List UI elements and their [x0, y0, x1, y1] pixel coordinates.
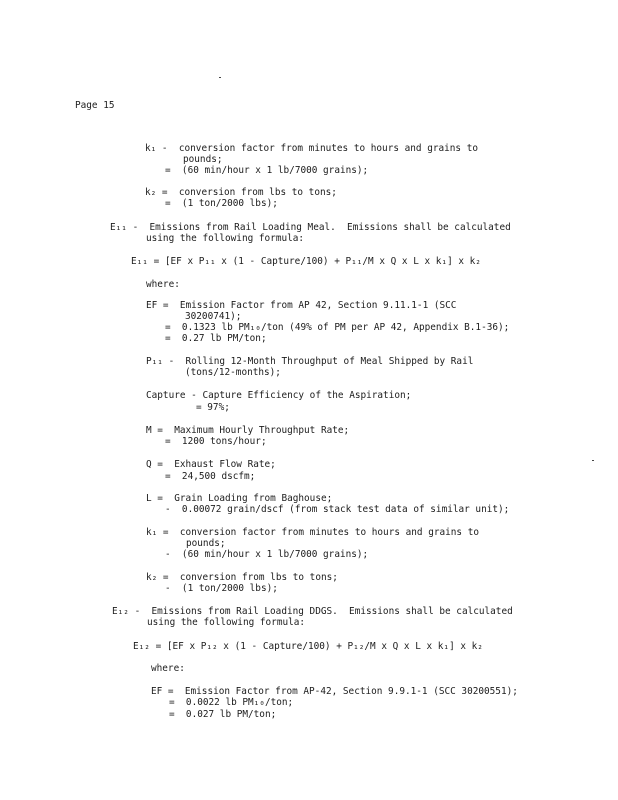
- text-line: = (1 ton/2000 lbs);: [165, 198, 278, 209]
- text-line: = 0.0022 lb PM₁₀/ton;: [169, 697, 294, 708]
- page-number: Page 15: [75, 100, 115, 111]
- text-line: = (60 min/hour x 1 lb/7000 grains);: [165, 165, 369, 176]
- formula-line: E₁₁ = [EF x P₁₁ x (1 - Capture/100) + P₁₁/M x Q x L x k₁] x k₂: [131, 256, 481, 267]
- text-line: - (1 ton/2000 lbs);: [165, 583, 278, 594]
- text-line: - (60 min/hour x 1 lb/7000 grains);: [165, 549, 369, 560]
- scan-speck: [592, 460, 594, 461]
- text-line: 30200741);: [185, 311, 242, 322]
- formula-line: E₁₂ = [EF x P₁₂ x (1 - Capture/100) + P₁₂/M x Q x L x k₁] x k₂: [133, 641, 483, 652]
- text-line: pounds;: [186, 538, 226, 549]
- text-line: (tons/12-months);: [185, 367, 281, 378]
- text-line: using the following formula:: [147, 617, 306, 628]
- text-line: = 1200 tons/hour;: [165, 436, 267, 447]
- text-line: where:: [151, 663, 185, 674]
- text-line: = 97%;: [196, 402, 230, 413]
- text-line: EF = Emission Factor from AP 42, Section 9.11.1-1 (SCC: [146, 300, 457, 311]
- text-line: P₁₁ - Rolling 12-Month Throughput of Meal Shipped by Rail: [146, 356, 474, 367]
- text-line: k₂ = conversion from lbs to tons;: [146, 572, 338, 583]
- text-line: = 24,500 dscfm;: [165, 471, 256, 482]
- text-line: E₁₁ - Emissions from Rail Loading Meal. Emissions shall be calculated: [110, 222, 511, 233]
- text-line: E₁₂ - Emissions from Rail Loading DDGS. Emissions shall be calculated: [112, 606, 513, 617]
- text-line: using the following formula:: [146, 233, 305, 244]
- text-line: = 0.27 lb PM/ton;: [165, 333, 267, 344]
- text-line: L = Grain Loading from Baghouse;: [146, 493, 333, 504]
- text-line: M = Maximum Hourly Throughput Rate;: [146, 425, 350, 436]
- text-line: = 0.1323 lb PM₁₀/ton (49% of PM per AP 42, Appendix B.1-36);: [165, 322, 510, 333]
- text-line: - 0.00072 grain/dscf (from stack test data of similar unit);: [165, 504, 510, 515]
- text-line: pounds;: [183, 154, 223, 165]
- text-line: k₂ = conversion from lbs to tons;: [145, 187, 337, 198]
- text-line: Capture - Capture Efficiency of the Aspiration;: [146, 390, 412, 401]
- text-line: k₁ = conversion factor from minutes to hours and grains to: [146, 527, 480, 538]
- text-line: = 0.027 lb PM/ton;: [169, 709, 277, 720]
- text-line: Q = Exhaust Flow Rate;: [146, 459, 276, 470]
- text-line: where:: [146, 279, 180, 290]
- text-line: EF = Emission Factor from AP-42, Section 9.9.1-1 (SCC 30200551);: [151, 686, 518, 697]
- scan-speck: [219, 77, 221, 78]
- text-line: k₁ - conversion factor from minutes to hours and grains to: [145, 143, 479, 154]
